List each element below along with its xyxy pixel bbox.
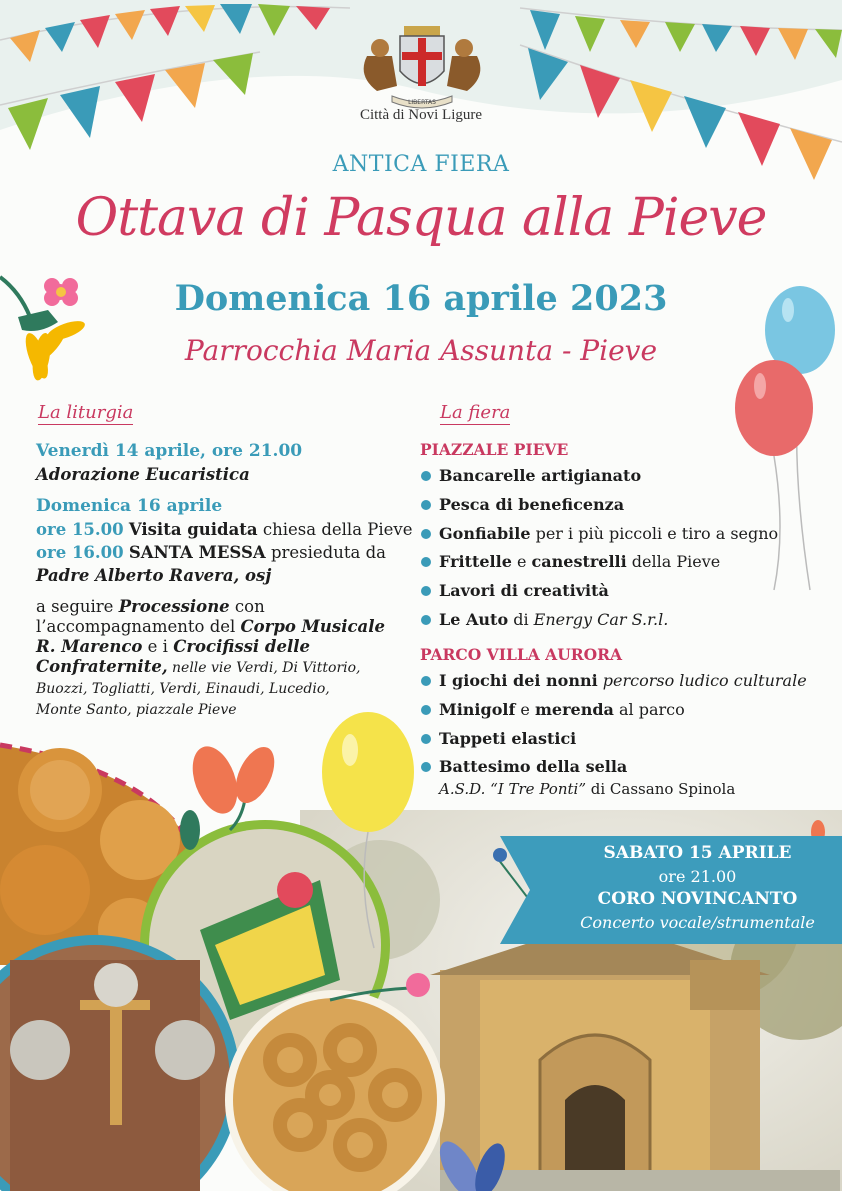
list-item: Bancarelle artigianato — [420, 465, 830, 487]
photo-collage — [0, 730, 842, 1191]
concert-time: ore 21.00 — [658, 867, 737, 886]
crest-emblem-icon — [352, 16, 492, 116]
event-title: Ottava di Pasqua alla Pieve — [75, 188, 767, 248]
friday-what: Adorazione Eucaristica — [36, 465, 250, 484]
event-date: Domenica 16 aprile 2023 — [174, 278, 668, 319]
priest-name: Padre Alberto Ravera, osj — [36, 566, 272, 585]
list-item: Lavori di creatività — [420, 580, 830, 602]
procession-text: a seguire Processione con l’accompagnamento del Corpo Musicale R. Marenco e i Crocifissi delle Confraternite, nelle vie Verdi, Di Vittorio, Buozzi, Togliatti, Verdi, Einaudi, Lucedio, Monte Santo, piazzale Pieve — [36, 597, 385, 718]
list-item: Le Auto di Energy Car S.r.l. — [420, 609, 830, 631]
section-parco: PARCO VILLA AURORA — [420, 644, 622, 664]
list-item: Tappeti elastici — [420, 728, 830, 750]
church-photo — [430, 920, 770, 1191]
piazzale-list — [420, 465, 830, 631]
friday-when: Venerdì 14 aprile, ore 21.00 — [36, 441, 303, 461]
event-subtitle: ANTICA FIERA — [332, 152, 510, 177]
concert-name: CORO NOVINCANTO — [597, 889, 798, 909]
list-item: Gonfiabile per i più piccoli e tiro a segno — [420, 523, 830, 545]
concert-desc: Concerto vocale/strumentale — [580, 913, 815, 932]
concert-day: SABATO 15 APRILE — [603, 843, 792, 863]
list-item: Pesca di beneficenza — [420, 494, 830, 516]
yellow-balloon-icon — [318, 710, 418, 950]
liturgy-heading: La liturgia — [38, 402, 134, 423]
sunday-event-2: ore 16.00 SANTA MESSA presieduta da — [36, 543, 386, 562]
fair-heading: La fiera — [440, 402, 511, 423]
section-piazzale: PIAZZALE PIEVE — [420, 440, 569, 459]
event-location: Parrocchia Maria Assunta - Pieve — [184, 334, 658, 367]
city-name: Città di Novi Ligure — [359, 107, 483, 123]
concert-banner — [553, 842, 842, 934]
liturgy-section — [36, 440, 416, 720]
sunday-event-1: ore 15.00 Visita guidata chiesa della Pieve — [36, 520, 413, 539]
list-item: Minigolf e merenda al parco — [420, 699, 830, 721]
crest-motto: LIBERTAS — [408, 99, 436, 106]
list-item: Frittelle e canestrelli della Pieve — [420, 551, 830, 573]
list-item: Battesimo della sella A.S.D. “I Tre Ponti” di Cassano Spinola — [420, 756, 830, 800]
list-item: I giochi dei nonni percorso ludico culturale — [420, 670, 830, 692]
sunday-when: Domenica 16 aprile — [36, 496, 223, 516]
flower-left-icon — [0, 262, 100, 392]
